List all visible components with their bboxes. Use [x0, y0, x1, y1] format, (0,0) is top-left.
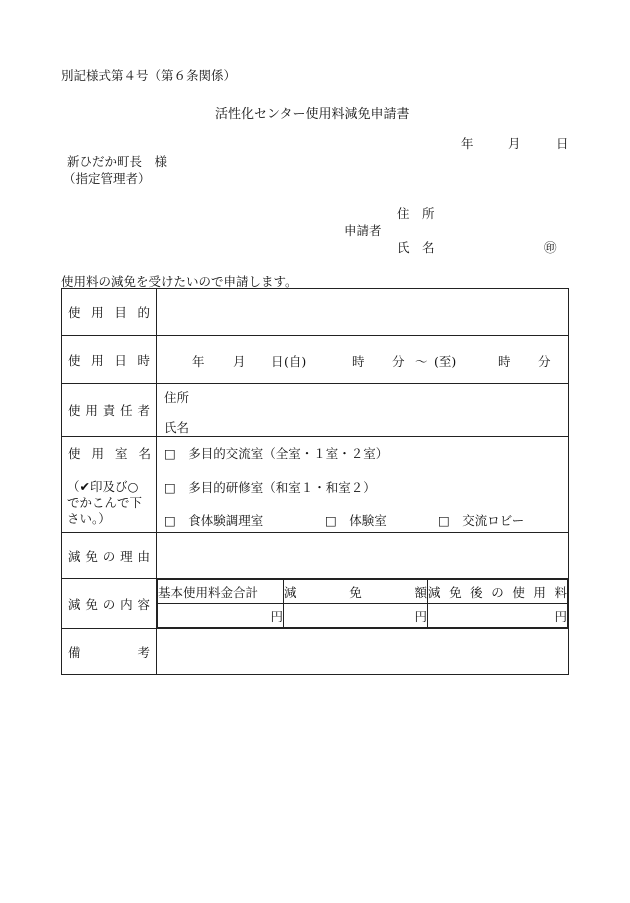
dt-to: (至): [434, 354, 457, 369]
date-day: 日: [556, 136, 569, 151]
row-purpose: [62, 289, 569, 336]
room-option-tabunoteki-koryu[interactable]: □ 多目的交流室（全室・１室・２室）: [164, 446, 389, 461]
applicant-name-label: 氏 名: [397, 240, 435, 255]
row-reason: [62, 533, 569, 579]
purpose-field[interactable]: [157, 289, 569, 336]
responsible-address-label: 住所: [164, 390, 190, 405]
row-content: [62, 579, 569, 629]
basic-fee-total-header: 基本使用料金合計: [158, 580, 284, 604]
remarks-char-1: 備: [68, 644, 81, 660]
post-reduction-fee-header: [428, 580, 568, 604]
applicant-address-label: 住 所: [397, 206, 435, 221]
room-option-cooking[interactable]: □ 食体験調理室: [164, 513, 264, 528]
addressee-note: （指定管理者）: [63, 171, 151, 186]
post-fee-char-5: 使: [512, 584, 525, 600]
datetime-field[interactable]: [157, 336, 569, 384]
remarks-field[interactable]: [157, 629, 569, 675]
dt-year: 年: [192, 354, 205, 369]
room-option-lobby[interactable]: □ 交流ロビー: [438, 513, 525, 528]
dt-hour1: 時: [352, 354, 365, 369]
room-option-experience[interactable]: □ 体験室: [325, 513, 387, 528]
post-fee-char-2: 免: [449, 584, 462, 600]
date-month: 月: [508, 136, 521, 151]
room-options: [157, 437, 569, 533]
dt-month: 月: [233, 354, 246, 369]
room-note-line3: さい。）: [67, 511, 111, 526]
row-room: [62, 437, 569, 533]
page-title: 活性化センター使用料減免申請書: [215, 107, 410, 122]
post-fee-char-1: 減: [428, 584, 441, 600]
row-datetime: [62, 336, 569, 384]
basic-fee-total-value[interactable]: 円: [158, 604, 284, 628]
purpose-label: 使用目的: [62, 289, 157, 336]
post-fee-char-6: 用: [533, 584, 546, 600]
reduction-char-1: 減: [284, 584, 297, 600]
content-subtable: [157, 579, 568, 628]
reduction-amount-header: [284, 580, 428, 604]
row-remarks: [62, 629, 569, 675]
remarks-char-2: 考: [137, 644, 150, 660]
reason-label: 減免の理由: [62, 533, 157, 579]
post-fee-char-7: 料: [554, 584, 567, 600]
post-reduction-fee-value[interactable]: 円: [428, 604, 568, 628]
form-number: 別記様式第４号（第６条関係）: [61, 68, 237, 83]
seal-mark: ㊞: [544, 240, 557, 255]
responsible-label: 使用責任者: [62, 384, 157, 437]
post-fee-char-4: の: [491, 584, 504, 600]
reduction-char-2: 免: [349, 584, 362, 600]
reduction-char-3: 額: [414, 584, 427, 600]
room-label-cell: [62, 437, 157, 533]
responsible-name-label: 氏名: [164, 420, 190, 435]
reason-field[interactable]: [157, 533, 569, 579]
dt-day: 日: [271, 354, 284, 369]
addressee-name: 新ひだか町長 様: [67, 154, 168, 169]
date-year: 年: [461, 136, 474, 151]
application-table: [61, 288, 569, 675]
room-option-tabunoteki-kenshu[interactable]: □ 多目的研修室（和室１・和室２）: [164, 480, 376, 495]
datetime-label: 使用日時: [62, 336, 157, 384]
applicant-label: 申請者: [344, 223, 382, 238]
post-fee-char-3: 後: [470, 584, 483, 600]
dt-minute2: 分: [538, 354, 551, 369]
content-table-cell: [157, 579, 569, 629]
responsible-field[interactable]: [157, 384, 569, 437]
row-responsible: [62, 384, 569, 437]
dt-from: (自): [284, 354, 307, 369]
room-note-line1: （✔印及び○: [67, 479, 139, 494]
dt-tilde: 〜: [415, 354, 428, 369]
room-label: 使用室名: [68, 446, 151, 461]
dt-minute1: 分: [392, 354, 405, 369]
content-label: 減免の内容: [62, 579, 157, 629]
dt-hour2: 時: [498, 354, 511, 369]
room-note-line2: でかこんで下: [67, 495, 143, 510]
remarks-label: [62, 629, 157, 675]
intro-text: 使用料の減免を受けたいので申請します。: [61, 274, 298, 289]
reduction-amount-value[interactable]: 円: [284, 604, 428, 628]
